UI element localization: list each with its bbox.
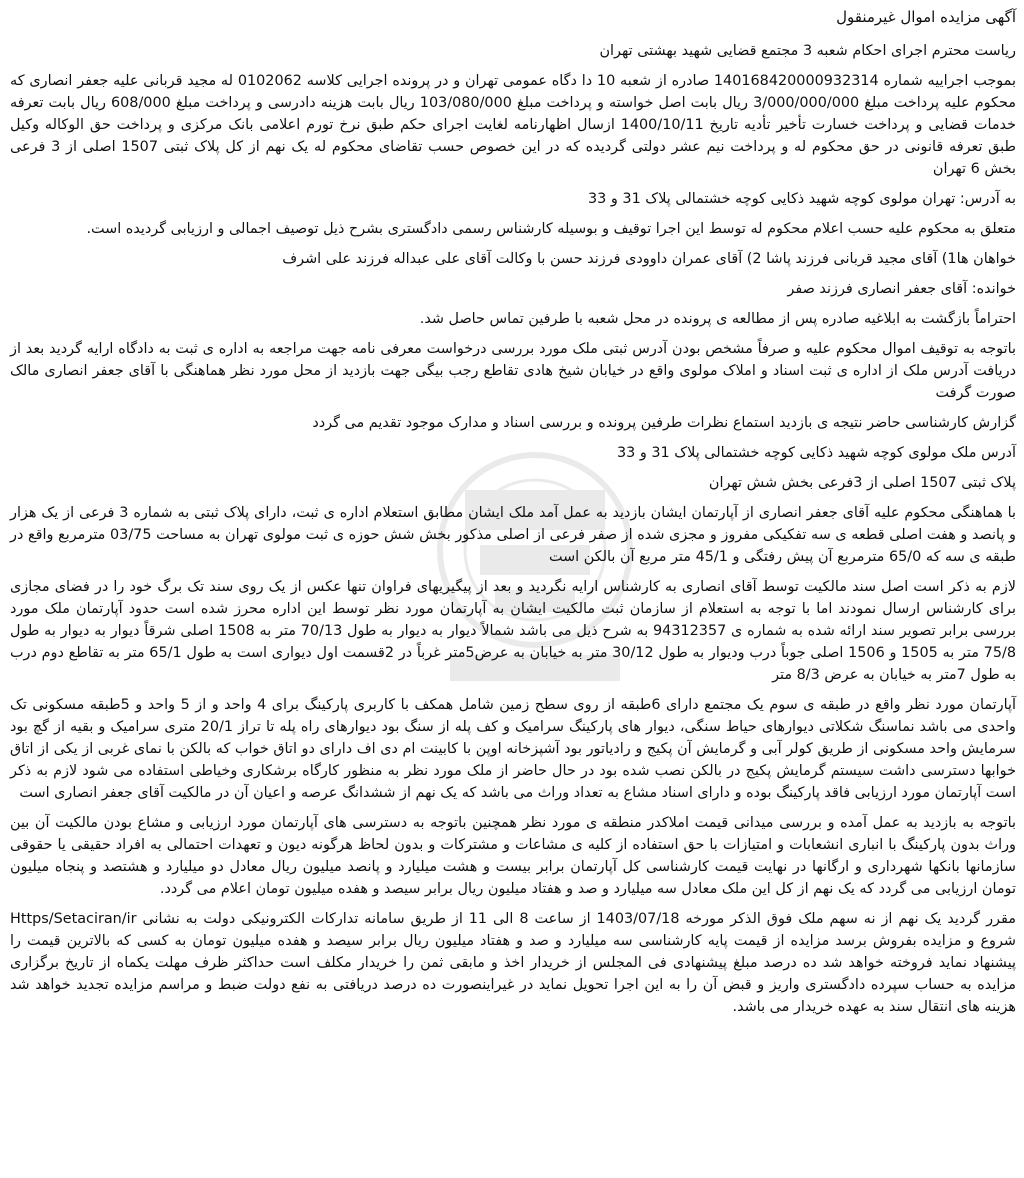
registration-plate-line: پلاک ثبتی 1507 اصلی از 3فرعی بخش شش تهران (708, 475, 1016, 491)
paragraph-property-description: با هماهنگی محکوم علیه آقای جعفر انصاری از آپارتمان ایشان بازدید به عمل آمد ملک ایشان مطابق استعلام اداره ی ثبت، دارای پلاک ثبتی به شماره 3 فرعی از یک هزار و پانصد و هفت اصلی قطعه ی سه تفکیکی مفروز و مجزی شده از صفر فرعی از اصلی مذکور بخش شش حوزه ی ثبت مولوی تهران به مساحت 03/75 مترمربع واقع در طبقه ی سه که 65/0 مترمربع آن پیش رفتگی و 45/1 متر مربع آن بالکن است (10, 505, 1016, 565)
defendant-line: خوانده: آقای جعفر انصاری فرزند صفر (787, 281, 1016, 297)
plaintiffs-line: خواهان ها1) آقای مجید قربانی فرزند پاشا 2) آقای عمران داوودی فرزند حسن با وکالت آقای علی عبداله فرزند علی اشرف (282, 251, 1016, 267)
property-address-line: آدرس ملک مولوی کوچه شهید ذکایی کوچه خشتمالی پلاک 31 و 33 (616, 445, 1016, 461)
paragraph-ownership-boundaries: لازم به ذکر است اصل سند مالکیت توسط آقای انصاری به کارشناس ارایه نگردید و بعد از پیگیریهای فراوان تنها عکس از یک روی سند تک برگ خود را در فضای مجازی برای کارشناس ارسال نمودند اما با توجه به استعلام از سازمان ثبت مالکیت ایشان به آپارتمان مورد نظر توسط این اداره محرز شده است حدود آپارتمان ملک مورد بررسی برابر تصویر سند ارائه شده به شماره ی 94312357 به شرح ذیل می باشد شمالاً دیوار به دیوار به طول 70/13 متر به 1508 اصلی شرقاً دیوار به دیوار به طول 75/8 متر به 1505 و 1506 اصلی جوباً درب ودیوار به طول 30/12 متر به خیابان به عرض5متر غرباً در 2قسمت اول دیواری است به طول 65/1 متر به تقاطع دوم درب به طول 7متر به خیابان به عرض 8/3 متر (10, 579, 1017, 683)
paragraph-building-details: آپارتمان مورد نظر واقع در طبقه ی سوم یک مجتمع دارای 6طبقه از روی سطح زمین شامل همکف با کاربری پارکینگ برای 4 واحد و از 5 واحد و 5طبقه مسکونی تک واحدی می باشد نماسنگ شکلاتی دیوارهای حیاط سنگی، دیوار های پارکینگ سرامیک و کف پله از سنگ بود دیوارهای راه پله تا تراز 20/1 متری سرامیک و بقیه از گچ بود سرمایش واحد مسکونی از طریق کولر آبی و گرمایش آن پکیج و رادیاتور بود آشپزخانه اوپن با کابینت ام دی اف دارای دو اتاق خواب که بالکن با نمای غربی از یکی از اتاق خوابها دسترسی داشت سیستم گرمایش پکیج در بالکن نصب شده بود در حال حاضر از ملک مورد نظر به منظور کارگاه برشکاری وخیاطی استفاده می شود لازم به ذکر است آپارتمان مورد ارزیابی فاقد پارکینگ بوده و دارای اسناد مشاع به تعداد وراث می باشد که یک نهم از ششدانگ عرصه و اعیان آن در مالکیت آقای جعفر انصاری است (10, 697, 1016, 801)
paragraph-report-intro: گزارش کارشناسی حاضر نتیجه ی بازدید استماع نظرات طرفین پرونده و بررسی اسناد و مدارک موجود تقدیم می گردد (312, 415, 1016, 431)
paragraph-auction-terms: مقرر گردید یک نهم از نه سهم ملک فوق الذکر مورخه 1403/07/18 از ساعت 8 الی 11 از طریق سامانه تدارکات الکترونیکی دولت به نشانی Https/Setaciran/ir شروع و مزایده بفروش برسد مزایده از قیمت پایه کارشناسی سه میلیارد و صد و هفتاد میلیون ریال برابر سیصد و هفده میلیون تومان به کسی که بالاترین قیمت را پیشنهاد نماید فروخته خواهد شد ده درصد مبلغ پیشنهادی فی المجلس از خریدار اخذ و مابقی ثمن را خریدار مکلف است حداکثر ظرف مهلت یکماه از تاریخ برگزاری مزایده به حساب سپرده دادگستری واریز و قبض آن را به این اجرا تحویل نماید در غیراینصورت ده درصد دریافتی به نفع دولت ضبط و مراسم مزایده تجدید خواهد شد هزینه های انتقال سند به عهده خریدار می باشد. (10, 911, 1016, 1015)
paragraph-execution-order: بموجب اجراییه شماره 140168420000932314 صادره از شعبه 10 دا دگاه عمومی تهران و در پرونده اجرایی کلاسه 0102062 له مجید قربانی علیه جعفر انصاری که محکوم علیه پرداخت مبلغ 3/000/000/000 ریال بابت اصل خواسته و پرداخت مبلغ 103/080/000 ریال بابت هزینه دادرسی و پرداخت مبلغ 608/000 ریال بابت تعرفه خدمات قضایی و پرداخت خسارت تأخیر تأدیه تاریخ 1400/10/11 ازسال اظهارنامه لغایت اجرای حکم طبق نرخ تورم اعلامی بانک مرکزی و پرداخت حق الوکاله وکیل طبق تعرفه قانونی در حق محکوم له و پرداخت نیم عشر دولتی گردیده که در این خصوص حسب تقاضای محکوم له یک نهم از کل پلاک ثبتی 1507 اصلی از 3 فرعی بخش 6 تهران (10, 73, 1017, 177)
notice-title: آگهی مزایده اموال غیرمنقول (836, 8, 1016, 26)
authority-line: ریاست محترم اجرای احکام شعبه 3 مجتمع قضایی شهید بهشتی تهران (599, 43, 1016, 59)
paragraph-valuation: باتوجه به بازدید به عمل آمده و بررسی میدانی قیمت املاکدر منطقه ی مورد نظر همچنین باتوجه به دسترسی های آپارتمان مورد ارزیابی و مشاع بودن مالکیت آن بین وراث بدون پارکینگ با انباری انشعابات و امتیازات با حق استفاده از کلیه ی مشاعات و مشترکات و بدون لحاظ هرگونه دیون و تعهدات احتمالی به افراد حقیقی یا حقوقی سازمانها بانکها شهرداری و ارگانها در نهایت قیمت کارشناسی کل آپارتمان برابر بیست و هشت میلیارد و پانصد میلیون ریال معادل دو میلیارد و هشتصد و پنجاه میلیون تومان ارزیابی می گردد که یک نهم از کل این ملک معادل سه میلیارد و صد و هفتاد میلیون ریال برابر سیصد و هفده میلیون تومان اعلام می گردد. (10, 815, 1016, 897)
property-address: به آدرس: تهران مولوی کوچه شهید ذکایی کوچه خشتمالی پلاک 31 و 33 (588, 191, 1016, 207)
paragraph-seizure: متعلق به محکوم علیه حسب اعلام محکوم له توسط این اجرا توقیف و بوسیله کارشناس رسمی دادگستری بشرح ذیل توصیف اجمالی و ارزیابی گردیده است. (86, 221, 1016, 237)
paragraph-contact: احتراماً بازگشت به ابلاغیه صادره پس از مطالعه ی پرونده در محل شعبه با طرفین تماس حاصل شد. (419, 311, 1016, 327)
paragraph-registry-visit: باتوجه به توقیف اموال محکوم علیه و صرفاً مشخص بودن آدرس ثبتی ملک مورد بررسی درخواست معرفی نامه جهت مراجعه به اداره ی ثبت به دادگاه ارایه گردید بعد از دریافت آدرس ملک از اداره ی ثبت اسناد و املاک مولوی واقع در خیابان شیخ هادی تقاطع رجب بیگی جهت بازدید از محل مورد نظر هماهنگی با آقای جعفر انصاری مالک صورت گرفت (10, 341, 1016, 401)
